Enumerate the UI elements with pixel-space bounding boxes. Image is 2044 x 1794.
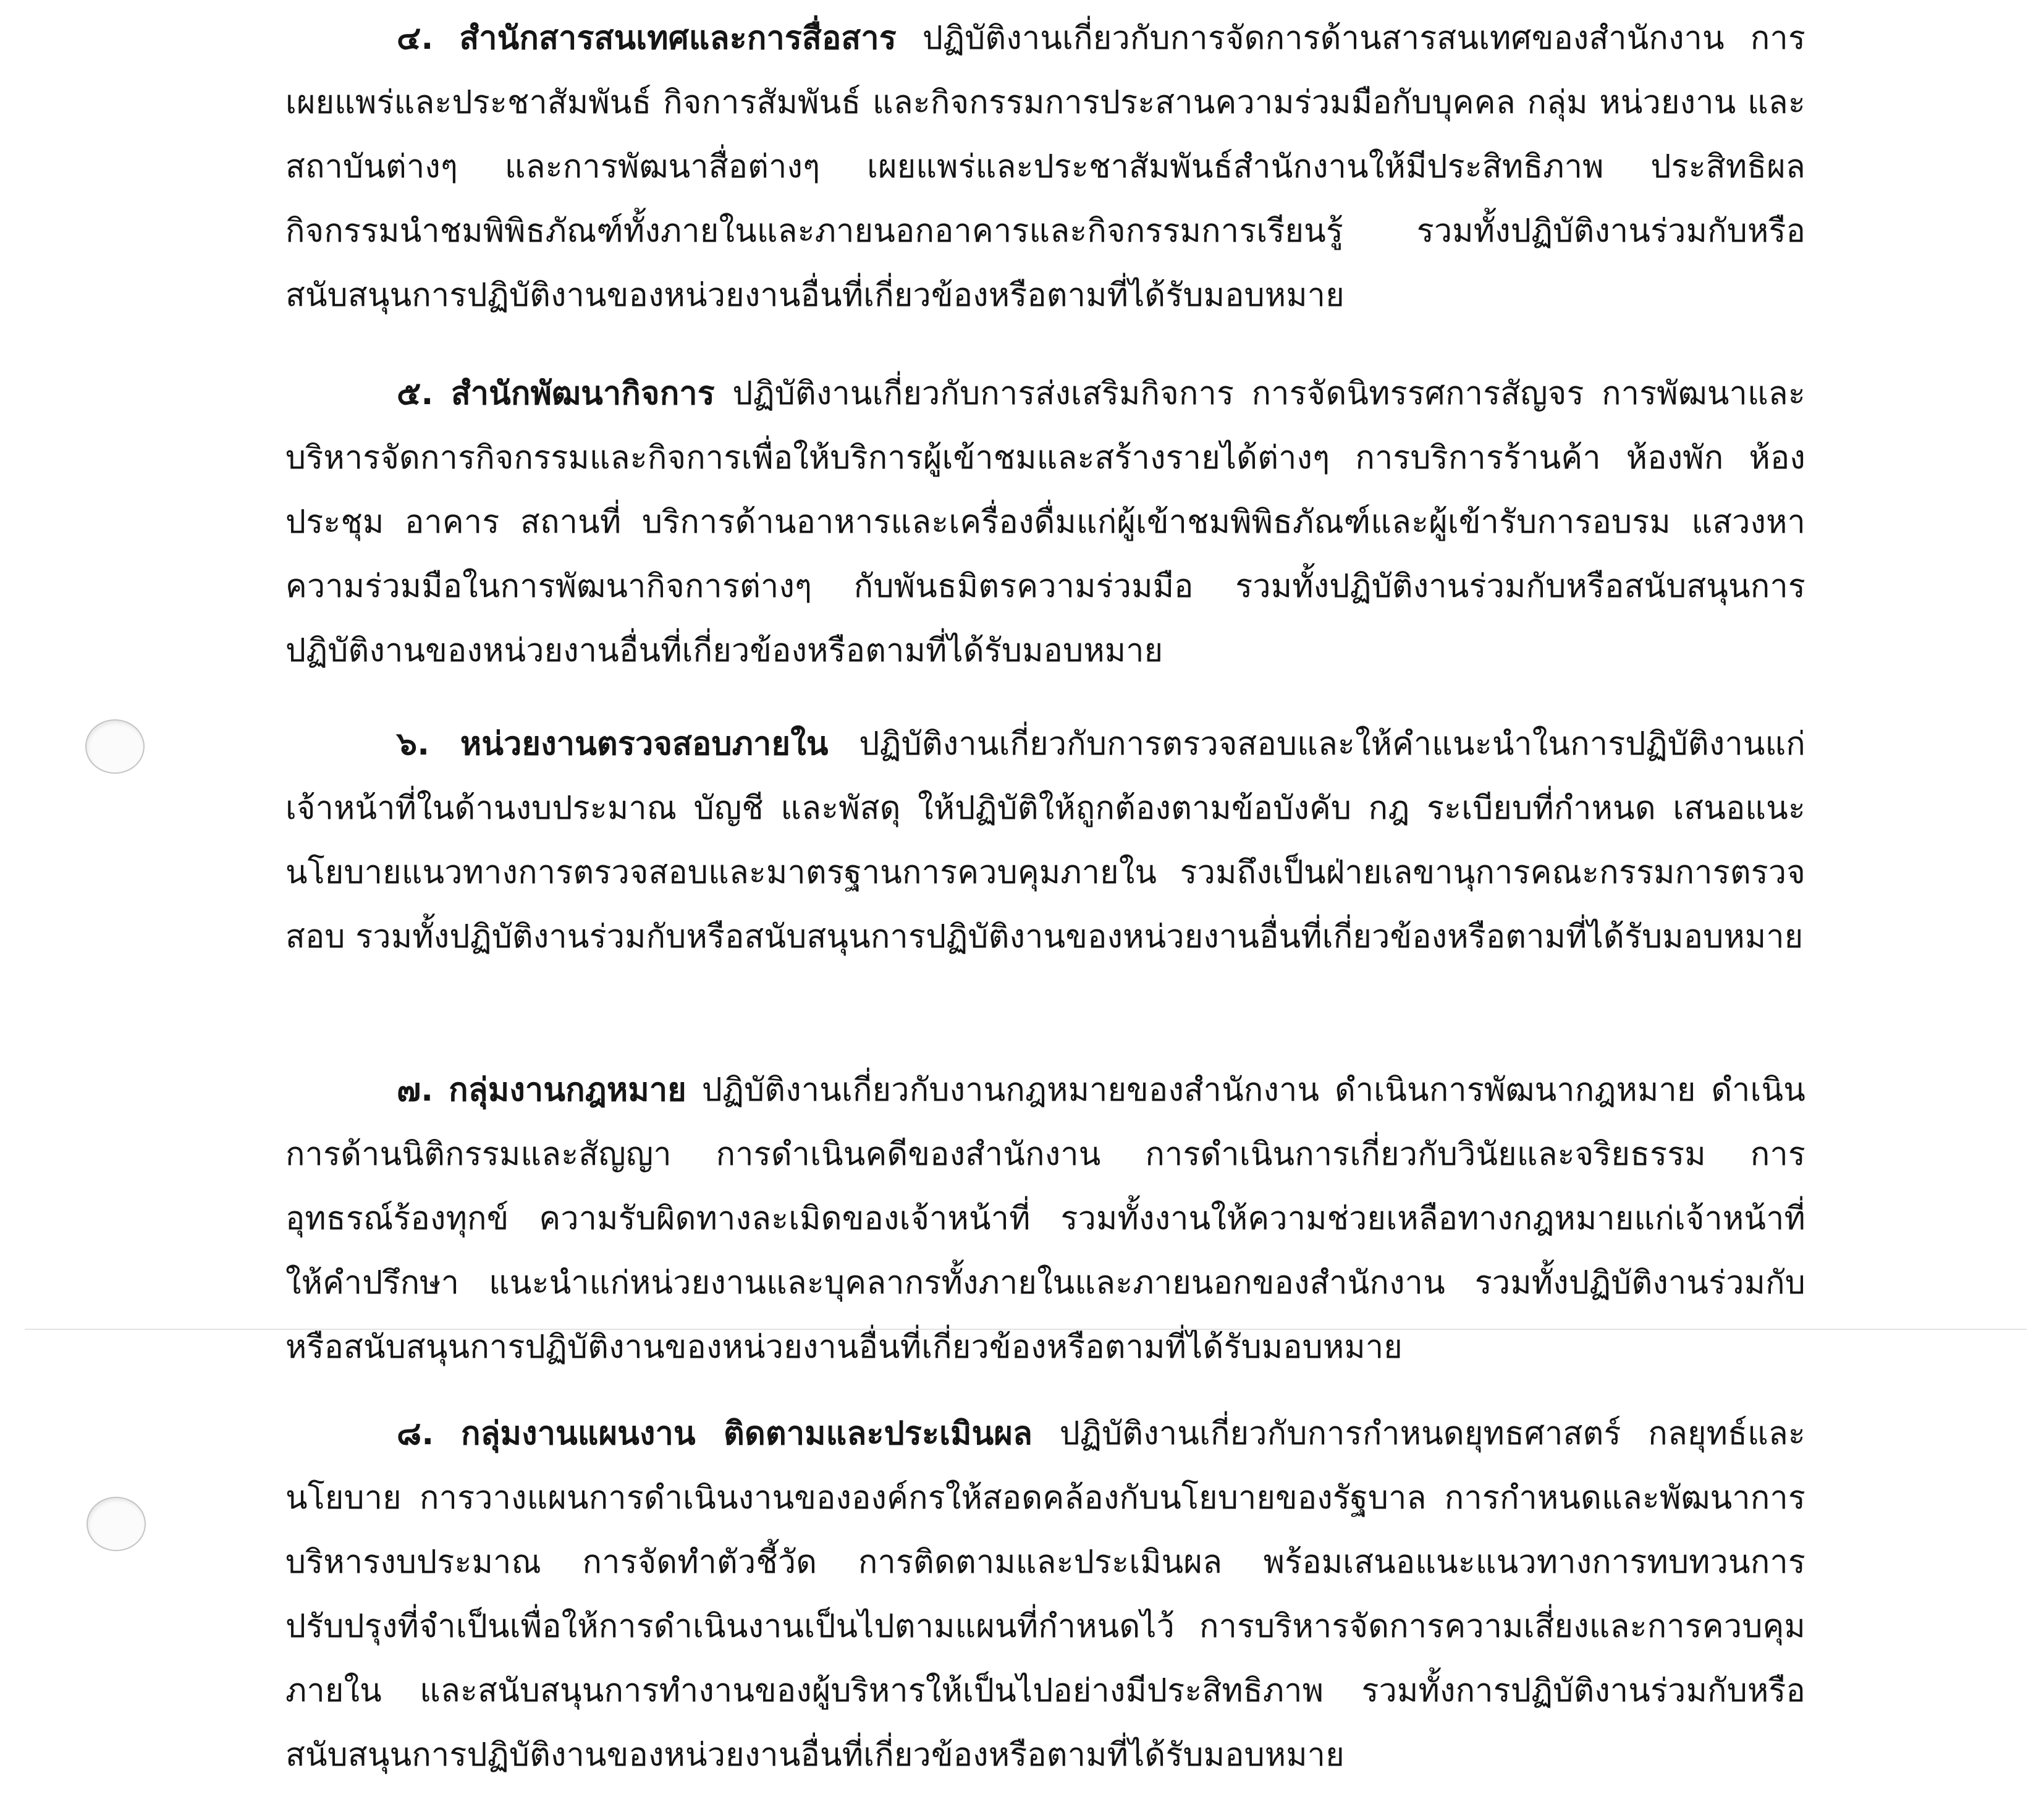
section-8-number: ๘. [397, 1415, 434, 1452]
section-5-heading: สำนักพัฒนากิจการ [451, 375, 715, 412]
section-6 [285, 712, 1805, 969]
section-6-body: ปฏิบัติงานเกี่ยวกับการตรวจสอบและให้คำแนะนำในการปฏิบัติงานแก่เจ้าหน้าที่ในด้านงบประมาณ บัญชี และพัสดุ ให้ปฏิบัติให้ถูกต้องตามข้อบังคับ กฎ ระเบียบที่กำหนด เสนอแนะนโยบายแนวทางการตรวจสอบและมาตรฐานการควบคุมภายใน รวมถึงเป็นฝ่ายเลขานุการคณะกรรมการตรวจสอบ รวมทั้งปฏิบัติงานร่วมกับหรือสนับสนุนการปฏิบัติงานของหน่วยงานอื่นที่เกี่ยวข้องหรือตามที่ได้รับมอบหมาย [285, 726, 1805, 955]
section-6-heading: หน่วยงานตรวจสอบภายใน [460, 726, 829, 763]
section-6-number: ๖. [397, 726, 430, 763]
section-8-heading: กลุ่มงานแผนงาน ติดตามและประเมินผล [460, 1415, 1033, 1452]
section-5-number: ๕. [397, 375, 434, 412]
section-4-body: ปฏิบัติงานเกี่ยวกับการจัดการด้านสารสนเทศของสำนักงาน การเผยแพร่และประชาสัมพันธ์ กิจการสัมพันธ์ และกิจกรรมการประสานความร่วมมือกับบุคคล กลุ่ม หน่วยงาน และสถาบันต่างๆ และการพัฒนาสื่อต่างๆ เผยแพร่และประชาสัมพันธ์สำนักงานให้มีประสิทธิภาพ ประสิทธิผล กิจกรรมนำชมพิพิธภัณฑ์ทั้งภายในและภายนอกอาคารและกิจกรรมการเรียนรู้ รวมทั้งปฏิบัติงานร่วมกับหรือสนับสนุนการปฏิบัติงานของหน่วยงานอื่นที่เกี่ยวข้องหรือตามที่ได้รับมอบหมาย [285, 20, 1806, 314]
section-4 [285, 6, 1805, 328]
section-4-number: ๔. [397, 20, 434, 57]
section-7-number: ๗. [397, 1072, 434, 1109]
scan-fold-line [25, 1329, 2027, 1330]
section-7-heading: กลุ่มงานกฎหมาย [449, 1072, 686, 1109]
section-7 [285, 1058, 1805, 1379]
punch-hole-icon [87, 1497, 146, 1551]
section-7-body: ปฏิบัติงานเกี่ยวกับงานกฎหมายของสำนักงาน ดำเนินการพัฒนากฎหมาย ดำเนินการด้านนิติกรรมและสัญญา การดำเนินคดีของสำนักงาน การดำเนินการเกี่ยวกับวินัยและจริยธรรม การอุทธรณ์ร้องทุกข์ ความรับผิดทางละเมิดของเจ้าหน้าที่ รวมทั้งงานให้ความช่วยเหลือทางกฎหมายแก่เจ้าหน้าที่ ให้คำปรึกษา แนะนำแก่หน่วยงานและบุคลากรทั้งภายในและภายนอกของสำนักงาน รวมทั้งปฏิบัติงานร่วมกับหรือสนับสนุนการปฏิบัติงานของหน่วยงานอื่นที่เกี่ยวข้องหรือตามที่ได้รับมอบหมาย [285, 1072, 1806, 1366]
section-8 [285, 1402, 1805, 1787]
section-4-heading: สำนักสารสนเทศและการสื่อสาร [459, 20, 897, 57]
section-5-body: ปฏิบัติงานเกี่ยวกับการส่งเสริมกิจการ การจัดนิทรรศการสัญจร การพัฒนาและบริหารจัดการกิจกรรมและกิจการเพื่อให้บริการผู้เข้าชมและสร้างรายได้ต่างๆ การบริการร้านค้า ห้องพัก ห้องประชุม อาคาร สถานที่ บริการด้านอาหารและเครื่องดื่มแก่ผู้เข้าชมพิพิธภัณฑ์และผู้เข้ารับการอบรม แสวงหาความร่วมมือในการพัฒนากิจการต่างๆ กับพันธมิตรความร่วมมือ รวมทั้งปฏิบัติงานร่วมกับหรือสนับสนุนการปฏิบัติงานของหน่วยงานอื่นที่เกี่ยวข้องหรือตามที่ได้รับมอบหมาย [285, 375, 1805, 669]
section-5 [285, 362, 1805, 683]
section-8-body: ปฏิบัติงานเกี่ยวกับการกำหนดยุทธศาสตร์ กลยุทธ์และนโยบาย การวางแผนการดำเนินงานขององค์กรให้สอดคล้องกับนโยบายของรัฐบาล การกำหนดและพัฒนาการบริหารงบประมาณ การจัดทำตัวชี้วัด การติดตามและประเมินผล พร้อมเสนอแนะแนวทางการทบทวนการปรับปรุงที่จำเป็นเพื่อให้การดำเนินงานเป็นไปตามแผนที่กำหนดไว้ การบริหารจัดการความเสี่ยงและการควบคุมภายใน และสนับสนุนการทำงานของผู้บริหารให้เป็นไปอย่างมีประสิทธิภาพ รวมทั้งการปฏิบัติงานร่วมกับหรือสนับสนุนการปฏิบัติงานของหน่วยงานอื่นที่เกี่ยวข้องหรือตามที่ได้รับมอบหมาย [285, 1415, 1806, 1774]
punch-hole-icon [85, 719, 145, 774]
